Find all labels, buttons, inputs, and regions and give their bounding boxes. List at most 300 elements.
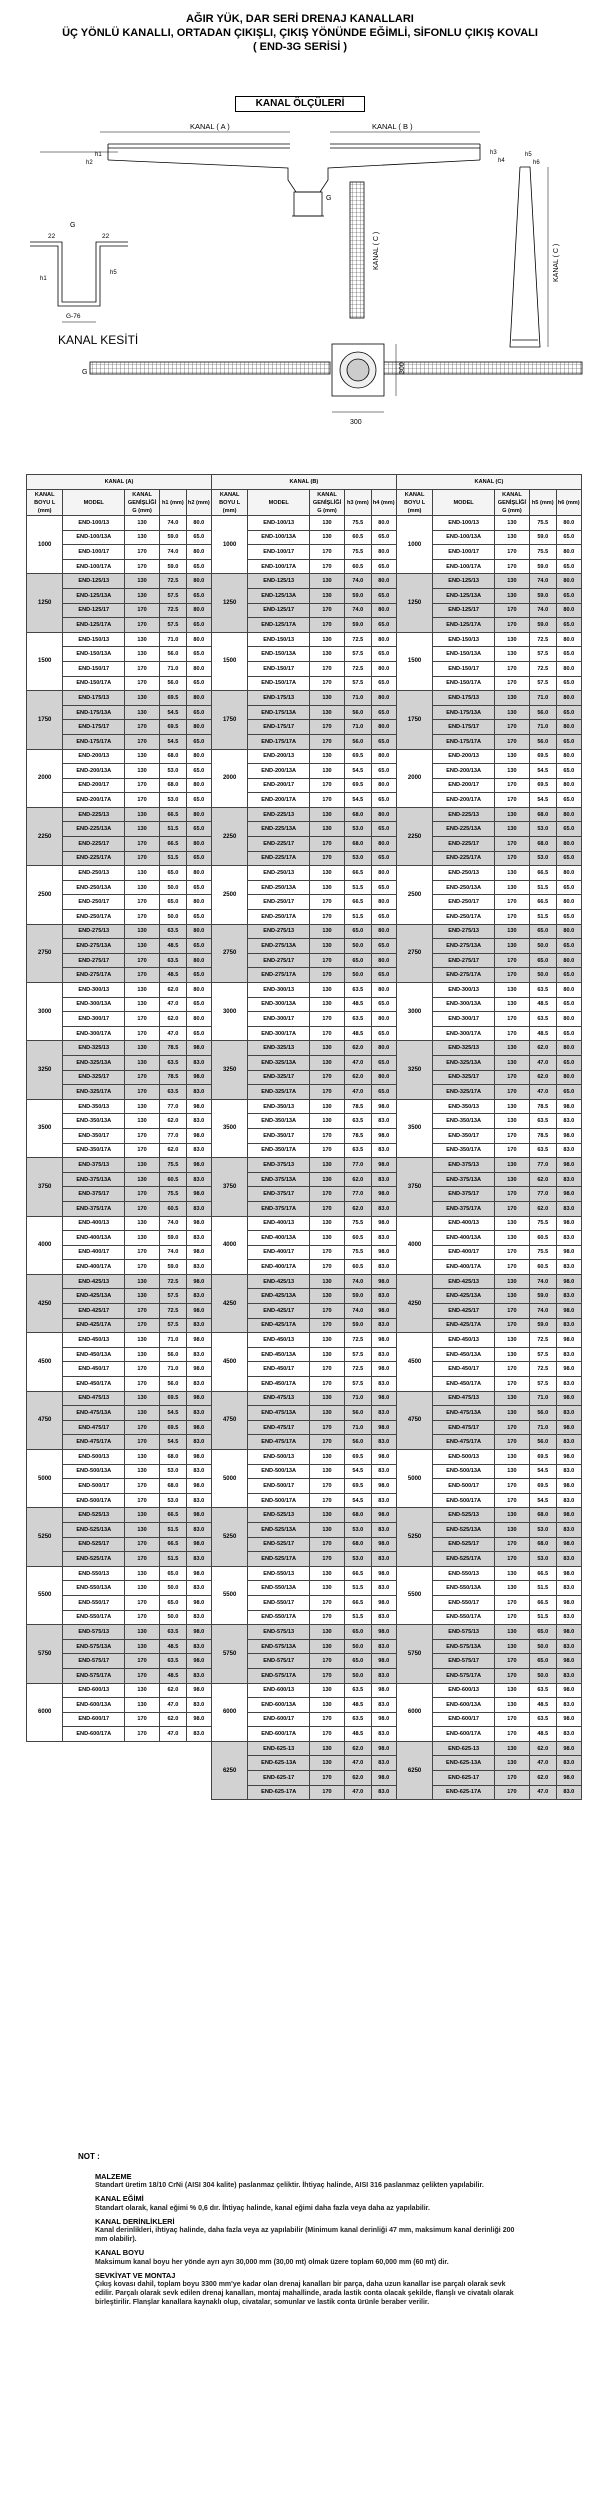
width-cell: 170 bbox=[310, 559, 345, 574]
width-cell: 130 bbox=[310, 807, 345, 822]
col-model: MODEL bbox=[63, 490, 125, 516]
width-cell: 170 bbox=[494, 1435, 529, 1450]
width-cell: 130 bbox=[494, 1158, 529, 1173]
width-cell: 170 bbox=[125, 1362, 160, 1377]
model-cell: END-250/17 bbox=[433, 895, 495, 910]
width-cell: 130 bbox=[494, 530, 529, 545]
length-cell: 4500 bbox=[396, 1333, 432, 1391]
width-cell: 170 bbox=[310, 1654, 345, 1669]
model-cell: END-550/17 bbox=[248, 1595, 310, 1610]
depth-cell: 65.0 bbox=[371, 1085, 396, 1100]
table-row bbox=[27, 545, 582, 560]
table-row bbox=[27, 866, 582, 881]
depth-cell: 98.0 bbox=[186, 1654, 211, 1669]
model-cell: END-225/13A bbox=[63, 822, 125, 837]
width-cell: 130 bbox=[310, 1464, 345, 1479]
width-cell: 130 bbox=[125, 1625, 160, 1640]
model-cell: END-125/17A bbox=[433, 618, 495, 633]
title-line-2: ÜÇ YÖNLÜ KANALLI, ORTADAN ÇIKIŞLI, ÇIKIŞ YÖNÜNDE EĞİMLİ, SİFONLU ÇIKIŞ KOVALI bbox=[62, 27, 538, 39]
group-header-a: KANAL (A) bbox=[27, 475, 212, 490]
width-cell: 170 bbox=[494, 618, 529, 633]
width-cell: 170 bbox=[310, 1435, 345, 1450]
width-cell: 170 bbox=[125, 1143, 160, 1158]
model-cell: END-125/13 bbox=[248, 574, 310, 589]
depth-cell: 83.0 bbox=[556, 1347, 581, 1362]
depth-cell: 57.5 bbox=[345, 1347, 372, 1362]
notes-section bbox=[95, 2168, 525, 2308]
model-cell: END-125/13A bbox=[433, 588, 495, 603]
width-cell: 170 bbox=[310, 545, 345, 560]
width-cell: 130 bbox=[310, 866, 345, 881]
depth-cell: 65.0 bbox=[371, 734, 396, 749]
table-row bbox=[27, 530, 582, 545]
depth-cell: 98.0 bbox=[371, 1683, 396, 1698]
table-row bbox=[27, 1012, 582, 1027]
depth-cell: 98.0 bbox=[371, 1595, 396, 1610]
length-cell: 4250 bbox=[396, 1274, 432, 1332]
width-cell: 130 bbox=[310, 1566, 345, 1581]
model-cell: END-400/17 bbox=[63, 1245, 125, 1260]
length-cell: 3750 bbox=[396, 1158, 432, 1216]
width-cell: 170 bbox=[310, 1304, 345, 1319]
table-row bbox=[27, 1158, 582, 1173]
note-body: Maksimum kanal boyu her yönde ayrı ayrı 30,000 mm (30,00 mt) olmak üzere toplam 60,000 mm (60 mt) dir. bbox=[95, 2258, 449, 2266]
model-cell: END-500/13 bbox=[433, 1450, 495, 1465]
depth-cell: 51.5 bbox=[160, 1522, 187, 1537]
model-cell: END-275/17 bbox=[63, 953, 125, 968]
width-cell: 130 bbox=[125, 705, 160, 720]
model-cell: END-425/13A bbox=[433, 1289, 495, 1304]
table-row bbox=[27, 1712, 582, 1727]
depth-cell: 72.5 bbox=[345, 632, 372, 647]
depth-cell: 62.0 bbox=[529, 1201, 556, 1216]
depth-cell: 65.0 bbox=[556, 910, 581, 925]
depth-cell: 63.5 bbox=[160, 924, 187, 939]
table-row bbox=[27, 588, 582, 603]
model-cell: END-175/17A bbox=[248, 734, 310, 749]
depth-cell: 69.5 bbox=[345, 778, 372, 793]
depth-cell: 59.0 bbox=[345, 618, 372, 633]
table-row bbox=[27, 1099, 582, 1114]
depth-cell: 80.0 bbox=[556, 749, 581, 764]
width-cell: 130 bbox=[310, 1450, 345, 1465]
table-row bbox=[27, 1741, 582, 1756]
width-cell: 170 bbox=[125, 1085, 160, 1100]
depth-cell: 54.5 bbox=[529, 1493, 556, 1508]
width-cell: 170 bbox=[310, 778, 345, 793]
depth-cell: 65.0 bbox=[371, 997, 396, 1012]
depth-cell: 50.0 bbox=[160, 1581, 187, 1596]
model-cell: END-100/13A bbox=[63, 530, 125, 545]
table-row bbox=[27, 1683, 582, 1698]
depth-cell: 56.0 bbox=[529, 734, 556, 749]
depth-cell: 48.5 bbox=[345, 997, 372, 1012]
width-cell: 170 bbox=[310, 953, 345, 968]
depth-cell: 50.0 bbox=[345, 939, 372, 954]
table-row bbox=[27, 1333, 582, 1348]
length-cell: 5500 bbox=[27, 1566, 63, 1624]
width-cell: 130 bbox=[125, 983, 160, 998]
depth-cell: 83.0 bbox=[186, 1727, 211, 1742]
model-cell: END-450/13 bbox=[248, 1333, 310, 1348]
depth-cell: 65.0 bbox=[186, 618, 211, 633]
label-g-plan-top: G bbox=[326, 195, 332, 202]
depth-cell: 57.5 bbox=[160, 1318, 187, 1333]
model-cell: END-175/13A bbox=[63, 705, 125, 720]
col-width: KANAL GENİŞLİĞİ G (mm) bbox=[494, 490, 529, 516]
width-cell: 130 bbox=[125, 1099, 160, 1114]
depth-cell: 62.0 bbox=[345, 1070, 372, 1085]
table-row bbox=[27, 910, 582, 925]
depth-cell: 47.0 bbox=[160, 997, 187, 1012]
model-cell: END-250/17A bbox=[63, 910, 125, 925]
depth-cell: 65.0 bbox=[556, 968, 581, 983]
model-cell: END-200/13A bbox=[433, 764, 495, 779]
depth-cell: 68.0 bbox=[345, 1508, 372, 1523]
depth-cell: 83.0 bbox=[371, 1435, 396, 1450]
depth-cell: 62.0 bbox=[160, 983, 187, 998]
width-cell: 130 bbox=[125, 1172, 160, 1187]
depth-cell: 83.0 bbox=[556, 1172, 581, 1187]
depth-cell: 65.0 bbox=[186, 997, 211, 1012]
model-cell: END-425/13 bbox=[63, 1274, 125, 1289]
depth-cell: 65.0 bbox=[186, 647, 211, 662]
width-cell: 130 bbox=[310, 691, 345, 706]
depth-cell: 98.0 bbox=[371, 1274, 396, 1289]
model-cell: END-475/17 bbox=[248, 1420, 310, 1435]
width-cell: 130 bbox=[494, 1581, 529, 1596]
model-cell: END-100/17 bbox=[248, 545, 310, 560]
width-cell: 130 bbox=[494, 1756, 529, 1771]
label-h6: h6 bbox=[533, 160, 540, 166]
width-cell: 170 bbox=[494, 1318, 529, 1333]
depth-cell: 60.5 bbox=[345, 530, 372, 545]
depth-cell: 62.0 bbox=[160, 1114, 187, 1129]
width-cell: 170 bbox=[494, 1070, 529, 1085]
depth-cell: 80.0 bbox=[186, 545, 211, 560]
width-cell: 130 bbox=[125, 749, 160, 764]
side-view-c bbox=[510, 167, 548, 347]
width-cell: 170 bbox=[494, 734, 529, 749]
width-cell: 170 bbox=[494, 1187, 529, 1202]
note-heading: KANAL DERİNLİKLERİ bbox=[95, 2216, 175, 2226]
depth-cell: 98.0 bbox=[186, 1420, 211, 1435]
depth-cell: 80.0 bbox=[556, 953, 581, 968]
depth-cell: 66.5 bbox=[345, 895, 372, 910]
width-cell: 170 bbox=[494, 1668, 529, 1683]
depth-cell: 65.0 bbox=[556, 1055, 581, 1070]
depth-cell: 80.0 bbox=[186, 953, 211, 968]
length-cell: 3750 bbox=[211, 1158, 247, 1216]
width-cell: 170 bbox=[310, 720, 345, 735]
model-cell: END-250/13 bbox=[248, 866, 310, 881]
width-cell: 130 bbox=[310, 1055, 345, 1070]
depth-cell: 51.5 bbox=[345, 910, 372, 925]
length-cell: 2250 bbox=[211, 807, 247, 865]
model-cell: END-275/13A bbox=[248, 939, 310, 954]
depth-cell: 83.0 bbox=[556, 1377, 581, 1392]
table-row bbox=[27, 1041, 582, 1056]
width-cell: 170 bbox=[125, 1727, 160, 1742]
model-cell: END-150/13 bbox=[433, 632, 495, 647]
model-cell: END-200/13 bbox=[63, 749, 125, 764]
model-cell: END-225/13A bbox=[433, 822, 495, 837]
depth-cell: 83.0 bbox=[556, 1522, 581, 1537]
model-cell: END-475/13A bbox=[63, 1406, 125, 1421]
model-cell: END-350/17 bbox=[63, 1128, 125, 1143]
model-cell: END-300/17A bbox=[433, 1026, 495, 1041]
depth-cell: 63.5 bbox=[529, 1012, 556, 1027]
depth-cell: 65.0 bbox=[529, 953, 556, 968]
depth-cell: 51.5 bbox=[345, 1581, 372, 1596]
depth-cell: 62.0 bbox=[160, 1712, 187, 1727]
label-h1: h1 bbox=[95, 152, 102, 158]
depth-cell: 72.5 bbox=[345, 1333, 372, 1348]
width-cell: 170 bbox=[494, 1143, 529, 1158]
model-cell: END-150/13 bbox=[248, 632, 310, 647]
model-cell: END-450/13 bbox=[63, 1333, 125, 1348]
depth-cell: 83.0 bbox=[186, 1668, 211, 1683]
note-body: Kanal derinlikleri, ihtiyaç halinde, daha fazla veya az yapılabilir (Minimum kanal derinliği 47 mm, maksimum kanal derinliği 200 mm olabilir). bbox=[95, 2227, 515, 2244]
depth-cell: 71.0 bbox=[160, 661, 187, 676]
depth-cell: 47.0 bbox=[529, 1055, 556, 1070]
model-cell: END-200/13A bbox=[63, 764, 125, 779]
model-cell: END-575/13A bbox=[248, 1639, 310, 1654]
depth-cell: 80.0 bbox=[371, 661, 396, 676]
depth-cell: 57.5 bbox=[529, 647, 556, 662]
width-cell: 130 bbox=[125, 866, 160, 881]
width-cell: 170 bbox=[125, 1420, 160, 1435]
model-cell: END-450/17A bbox=[248, 1377, 310, 1392]
depth-cell: 65.0 bbox=[556, 880, 581, 895]
table-row bbox=[27, 1727, 582, 1742]
model-cell: END-425/17A bbox=[433, 1318, 495, 1333]
depth-cell: 80.0 bbox=[371, 720, 396, 735]
model-cell: END-375/17 bbox=[248, 1187, 310, 1202]
width-cell: 170 bbox=[494, 1771, 529, 1786]
depth-cell: 72.5 bbox=[529, 632, 556, 647]
width-cell: 130 bbox=[310, 924, 345, 939]
col-h2: h2 (mm) bbox=[186, 490, 211, 516]
model-cell: END-400/13 bbox=[248, 1216, 310, 1231]
depth-cell: 65.0 bbox=[371, 1026, 396, 1041]
width-cell: 170 bbox=[125, 1712, 160, 1727]
col-len: KANAL BOYU L (mm) bbox=[396, 490, 432, 516]
depth-cell: 50.0 bbox=[529, 1639, 556, 1654]
depth-cell: 53.0 bbox=[529, 851, 556, 866]
width-cell: 130 bbox=[310, 1231, 345, 1246]
depth-cell: 51.5 bbox=[529, 1581, 556, 1596]
width-cell: 170 bbox=[125, 837, 160, 852]
depth-cell: 71.0 bbox=[345, 1420, 372, 1435]
depth-cell: 47.0 bbox=[529, 1085, 556, 1100]
depth-cell: 74.0 bbox=[345, 603, 372, 618]
model-cell: END-525/13A bbox=[63, 1522, 125, 1537]
width-cell: 170 bbox=[310, 1245, 345, 1260]
model-cell: END-425/13 bbox=[433, 1274, 495, 1289]
table-row bbox=[27, 1377, 582, 1392]
table-row bbox=[27, 1187, 582, 1202]
depth-cell: 80.0 bbox=[556, 632, 581, 647]
depth-cell: 98.0 bbox=[186, 1537, 211, 1552]
depth-cell: 57.5 bbox=[529, 676, 556, 691]
width-cell: 130 bbox=[310, 939, 345, 954]
model-cell: END-550/17 bbox=[433, 1595, 495, 1610]
col-h5: h5 (mm) bbox=[529, 490, 556, 516]
depth-cell: 80.0 bbox=[186, 691, 211, 706]
depth-cell: 72.5 bbox=[529, 1362, 556, 1377]
width-cell: 130 bbox=[310, 632, 345, 647]
width-cell: 130 bbox=[125, 1274, 160, 1289]
length-cell: 1000 bbox=[27, 516, 63, 574]
note-body: Standart üretim 18/10 CrNi (AISI 304 kalite) paslanmaz çeliktir. İhtiyaç halinde, AISI 316 paslanmaz çelikten yapılabilir. bbox=[95, 2182, 484, 2190]
model-cell: END-350/13A bbox=[63, 1114, 125, 1129]
depth-cell: 98.0 bbox=[371, 1128, 396, 1143]
model-cell: END-350/13 bbox=[433, 1099, 495, 1114]
width-cell: 170 bbox=[494, 953, 529, 968]
depth-cell: 53.0 bbox=[529, 1522, 556, 1537]
model-cell: END-225/17 bbox=[433, 837, 495, 852]
width-cell: 130 bbox=[125, 632, 160, 647]
depth-cell: 51.5 bbox=[345, 1610, 372, 1625]
length-cell: 3000 bbox=[396, 983, 432, 1041]
width-cell: 130 bbox=[310, 574, 345, 589]
depth-cell: 72.5 bbox=[529, 661, 556, 676]
depth-cell: 77.0 bbox=[529, 1158, 556, 1173]
model-cell: END-575/17A bbox=[248, 1668, 310, 1683]
model-cell: END-100/13A bbox=[433, 530, 495, 545]
depth-cell: 98.0 bbox=[186, 1391, 211, 1406]
width-cell: 170 bbox=[494, 1493, 529, 1508]
width-cell: 170 bbox=[494, 851, 529, 866]
depth-cell: 83.0 bbox=[371, 1231, 396, 1246]
model-cell: END-500/13A bbox=[63, 1464, 125, 1479]
depth-cell: 59.0 bbox=[345, 1318, 372, 1333]
table-row bbox=[27, 1085, 582, 1100]
depth-cell: 68.0 bbox=[345, 807, 372, 822]
depth-cell: 78.5 bbox=[529, 1128, 556, 1143]
width-cell: 130 bbox=[125, 1464, 160, 1479]
model-cell: END-125/17 bbox=[248, 603, 310, 618]
model-cell: END-525/13A bbox=[248, 1522, 310, 1537]
width-cell: 170 bbox=[494, 1420, 529, 1435]
depth-cell: 56.0 bbox=[345, 1435, 372, 1450]
depth-cell: 83.0 bbox=[556, 1785, 581, 1800]
length-cell: 3250 bbox=[27, 1041, 63, 1099]
model-cell: END-600/17A bbox=[248, 1727, 310, 1742]
depth-cell: 98.0 bbox=[186, 1216, 211, 1231]
model-cell: END-550/13 bbox=[248, 1566, 310, 1581]
width-cell: 170 bbox=[125, 1318, 160, 1333]
depth-cell: 83.0 bbox=[556, 1698, 581, 1713]
length-cell: 2000 bbox=[211, 749, 247, 807]
width-cell: 170 bbox=[310, 1362, 345, 1377]
model-cell: END-625-17A bbox=[433, 1785, 495, 1800]
depth-cell: 83.0 bbox=[371, 1406, 396, 1421]
width-cell: 130 bbox=[494, 866, 529, 881]
model-cell: END-400/13 bbox=[63, 1216, 125, 1231]
model-cell: END-350/17A bbox=[248, 1143, 310, 1158]
model-cell: END-350/17 bbox=[433, 1128, 495, 1143]
depth-cell: 74.0 bbox=[160, 516, 187, 531]
depth-cell: 57.5 bbox=[529, 1377, 556, 1392]
depth-cell: 69.5 bbox=[160, 691, 187, 706]
length-cell: 1250 bbox=[211, 574, 247, 632]
depth-cell: 77.0 bbox=[160, 1099, 187, 1114]
model-cell: END-625-13A bbox=[433, 1756, 495, 1771]
depth-cell: 80.0 bbox=[371, 1041, 396, 1056]
depth-cell: 56.0 bbox=[529, 1435, 556, 1450]
width-cell: 170 bbox=[494, 1727, 529, 1742]
width-cell: 170 bbox=[125, 1304, 160, 1319]
depth-cell: 98.0 bbox=[556, 1508, 581, 1523]
depth-cell: 80.0 bbox=[556, 1012, 581, 1027]
width-cell: 130 bbox=[494, 574, 529, 589]
depth-cell: 74.0 bbox=[345, 574, 372, 589]
table-row bbox=[27, 793, 582, 808]
model-cell: END-350/13A bbox=[248, 1114, 310, 1129]
depth-cell: 83.0 bbox=[371, 1318, 396, 1333]
model-cell: END-475/13 bbox=[63, 1391, 125, 1406]
depth-cell: 98.0 bbox=[556, 1391, 581, 1406]
model-cell: END-450/17A bbox=[433, 1377, 495, 1392]
depth-cell: 69.5 bbox=[160, 1391, 187, 1406]
depth-cell: 74.0 bbox=[345, 1304, 372, 1319]
model-cell: END-300/17 bbox=[63, 1012, 125, 1027]
depth-cell: 80.0 bbox=[186, 632, 211, 647]
depth-cell: 65.0 bbox=[186, 822, 211, 837]
model-cell: END-400/17 bbox=[433, 1245, 495, 1260]
depth-cell: 59.0 bbox=[529, 559, 556, 574]
model-cell: END-225/13 bbox=[433, 807, 495, 822]
model-cell: END-525/13 bbox=[248, 1508, 310, 1523]
length-cell: 4250 bbox=[211, 1274, 247, 1332]
depth-cell: 65.0 bbox=[556, 734, 581, 749]
model-cell: END-175/17A bbox=[433, 734, 495, 749]
model-cell: END-150/13A bbox=[433, 647, 495, 662]
depth-cell: 63.5 bbox=[345, 1683, 372, 1698]
model-cell: END-525/13A bbox=[433, 1522, 495, 1537]
depth-cell: 74.0 bbox=[529, 574, 556, 589]
depth-cell: 62.0 bbox=[345, 1172, 372, 1187]
width-cell: 130 bbox=[125, 1055, 160, 1070]
width-cell: 130 bbox=[125, 764, 160, 779]
width-cell: 170 bbox=[125, 603, 160, 618]
width-cell: 130 bbox=[125, 1347, 160, 1362]
width-cell: 130 bbox=[310, 1639, 345, 1654]
width-cell: 170 bbox=[494, 1654, 529, 1669]
width-cell: 130 bbox=[494, 691, 529, 706]
width-cell: 170 bbox=[310, 1668, 345, 1683]
depth-cell: 59.0 bbox=[345, 588, 372, 603]
depth-cell: 65.0 bbox=[371, 764, 396, 779]
depth-cell: 98.0 bbox=[186, 1245, 211, 1260]
width-cell: 170 bbox=[125, 618, 160, 633]
width-cell: 170 bbox=[125, 953, 160, 968]
table-row bbox=[27, 1172, 582, 1187]
depth-cell: 60.5 bbox=[160, 1201, 187, 1216]
model-cell: END-625-13 bbox=[433, 1741, 495, 1756]
model-cell: END-575/13A bbox=[63, 1639, 125, 1654]
depth-cell: 74.0 bbox=[345, 1274, 372, 1289]
depth-cell: 98.0 bbox=[186, 1304, 211, 1319]
depth-cell: 98.0 bbox=[556, 1741, 581, 1756]
depth-cell: 68.0 bbox=[345, 1537, 372, 1552]
depth-cell: 80.0 bbox=[556, 924, 581, 939]
label-h4: h4 bbox=[498, 158, 505, 164]
depth-cell: 80.0 bbox=[371, 545, 396, 560]
depth-cell: 83.0 bbox=[186, 1055, 211, 1070]
